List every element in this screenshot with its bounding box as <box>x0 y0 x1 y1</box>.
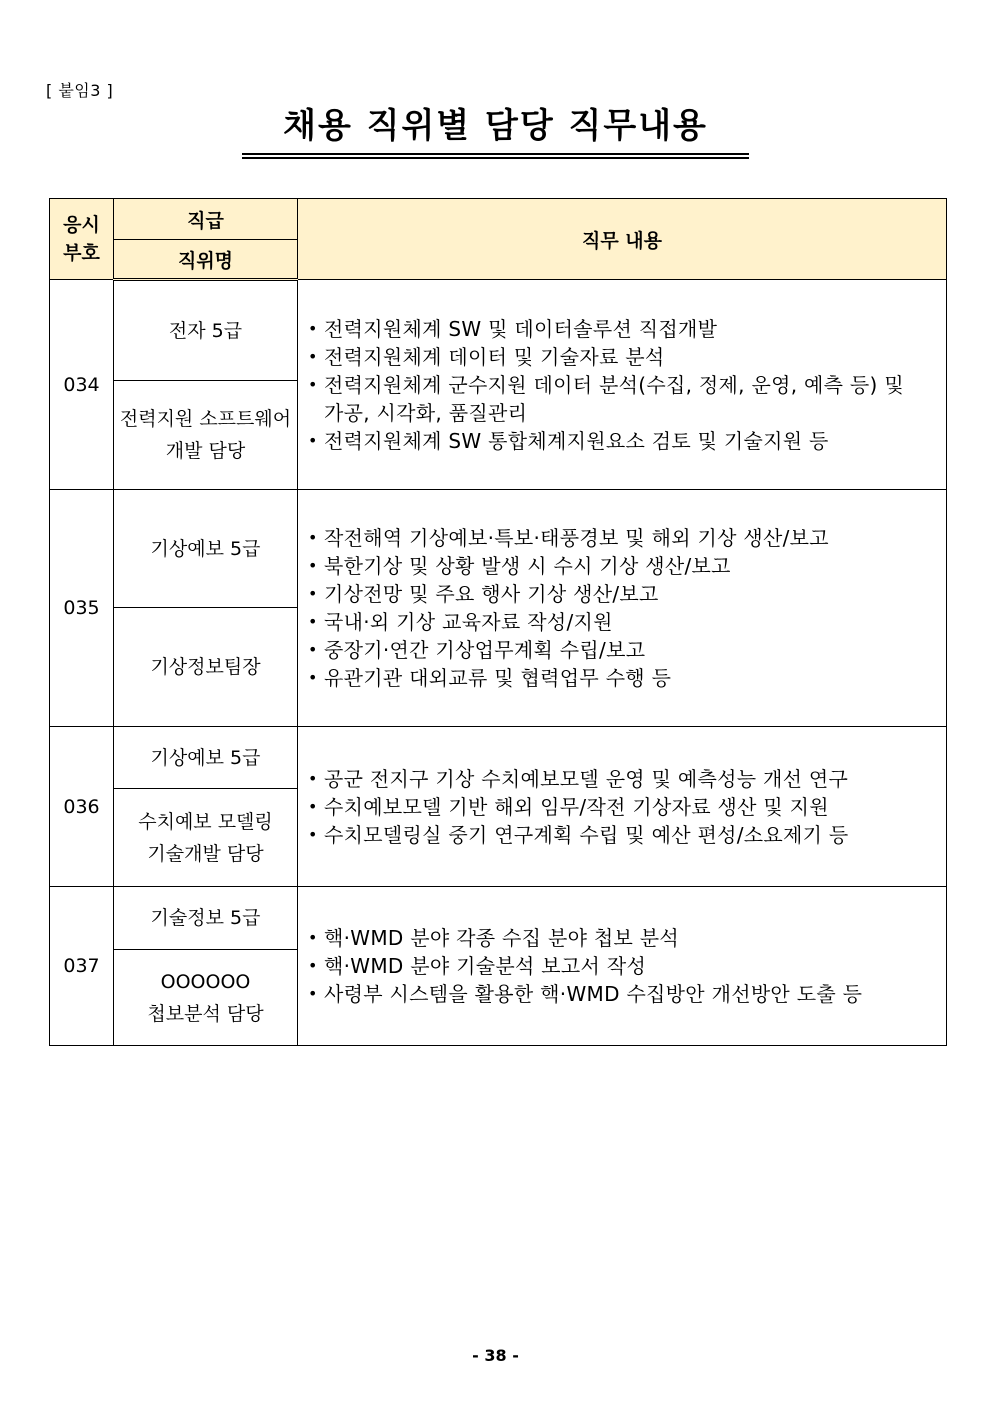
rank-cell: 기상예보 5급 <box>114 727 298 789</box>
duty-item: • 전력지원체계 데이터 및 기술자료 분석 <box>308 343 940 371</box>
rank-cell: 기술정보 5급 <box>114 887 298 950</box>
duty-item: • 작전해역 기상예보·특보·태풍경보 및 해외 기상 생산/보고 <box>308 524 940 552</box>
applicant-code: 036 <box>50 727 114 887</box>
applicant-code: 037 <box>50 887 114 1046</box>
header-row-1 <box>50 199 947 240</box>
position-name: 기상정보팀장 <box>150 656 261 678</box>
duties-cell <box>298 887 947 1046</box>
duty-item: • 공군 전지구 기상 수치예보모델 운영 및 예측성능 개선 연구 <box>308 765 940 793</box>
header-applicant-no <box>50 199 114 280</box>
header-position: 직위명 <box>114 240 298 280</box>
applicant-code: 035 <box>50 490 114 727</box>
header-duties: 직무 내용 <box>298 199 947 280</box>
title-underline-top <box>242 153 749 155</box>
attachment-label: [ 붙임3 ] <box>46 81 114 100</box>
position-cell <box>114 608 298 727</box>
duties-list <box>308 524 940 692</box>
table-row <box>50 887 947 950</box>
duties-cell <box>298 727 947 887</box>
table-row <box>50 280 947 381</box>
duty-item: • 수치예보모델 기반 해외 임무/작전 기상자료 생산 및 지원 <box>308 793 940 821</box>
position-name: OOOOOO 첩보분석 담당 <box>147 970 264 1025</box>
duty-item: • 기상전망 및 주요 행사 기상 생산/보고 <box>308 580 940 608</box>
header-rank: 직급 <box>114 199 298 240</box>
duties-cell <box>298 490 947 727</box>
rank-cell: 기상예보 5급 <box>114 490 298 608</box>
duties-list <box>308 924 940 1008</box>
position-cell <box>114 950 298 1046</box>
position-name: 수치예보 모델링 기술개발 담당 <box>138 810 273 865</box>
table-row <box>50 727 947 789</box>
duty-item: • 전력지원체계 SW 및 데이터솔루션 직접개발 <box>308 315 940 343</box>
duties-cell <box>298 280 947 490</box>
duty-item: • 전력지원체계 군수지원 데이터 분석(수집, 정제, 운영, 예측 등) 및 가공, 시각화, 품질관리 <box>308 371 940 427</box>
position-name: 전력지원 소프트웨어 개발 담당 <box>119 408 292 462</box>
table-row <box>50 490 947 608</box>
duty-item: • 국내·외 기상 교육자료 작성/지원 <box>308 608 940 636</box>
duty-item: • 중장기·연간 기상업무계획 수립/보고 <box>308 636 940 664</box>
duty-item: • 전력지원체계 SW 통합체계지원요소 검토 및 기술지원 등 <box>308 427 940 455</box>
header-applicant-no-text: 응시 부호 <box>63 214 100 264</box>
duty-item: • 수치모델링실 중기 연구계획 수립 및 예산 편성/소요제기 등 <box>308 821 940 849</box>
position-cell <box>114 381 298 490</box>
duties-list <box>308 765 940 849</box>
applicant-code: 034 <box>50 280 114 490</box>
duties-list <box>308 315 940 455</box>
duty-item: • 사령부 시스템을 활용한 핵·WMD 수집방안 개선방안 도출 등 <box>308 980 940 1008</box>
duty-item: • 유관기관 대외교류 및 협력업무 수행 등 <box>308 664 940 692</box>
position-cell <box>114 789 298 887</box>
job-duties-table <box>49 198 947 1046</box>
duty-item: • 핵·WMD 분야 기술분석 보고서 작성 <box>308 952 940 980</box>
rank-cell: 전자 5급 <box>114 280 298 381</box>
duty-item: • 핵·WMD 분야 각종 수집 분야 첩보 분석 <box>308 924 940 952</box>
duty-item: • 북한기상 및 상황 발생 시 수시 기상 생산/보고 <box>308 552 940 580</box>
title-underline-bottom <box>242 157 749 159</box>
page-number: - 38 - <box>472 1346 519 1365</box>
page-title: 채용 직위별 담당 직무내용 <box>283 106 708 146</box>
